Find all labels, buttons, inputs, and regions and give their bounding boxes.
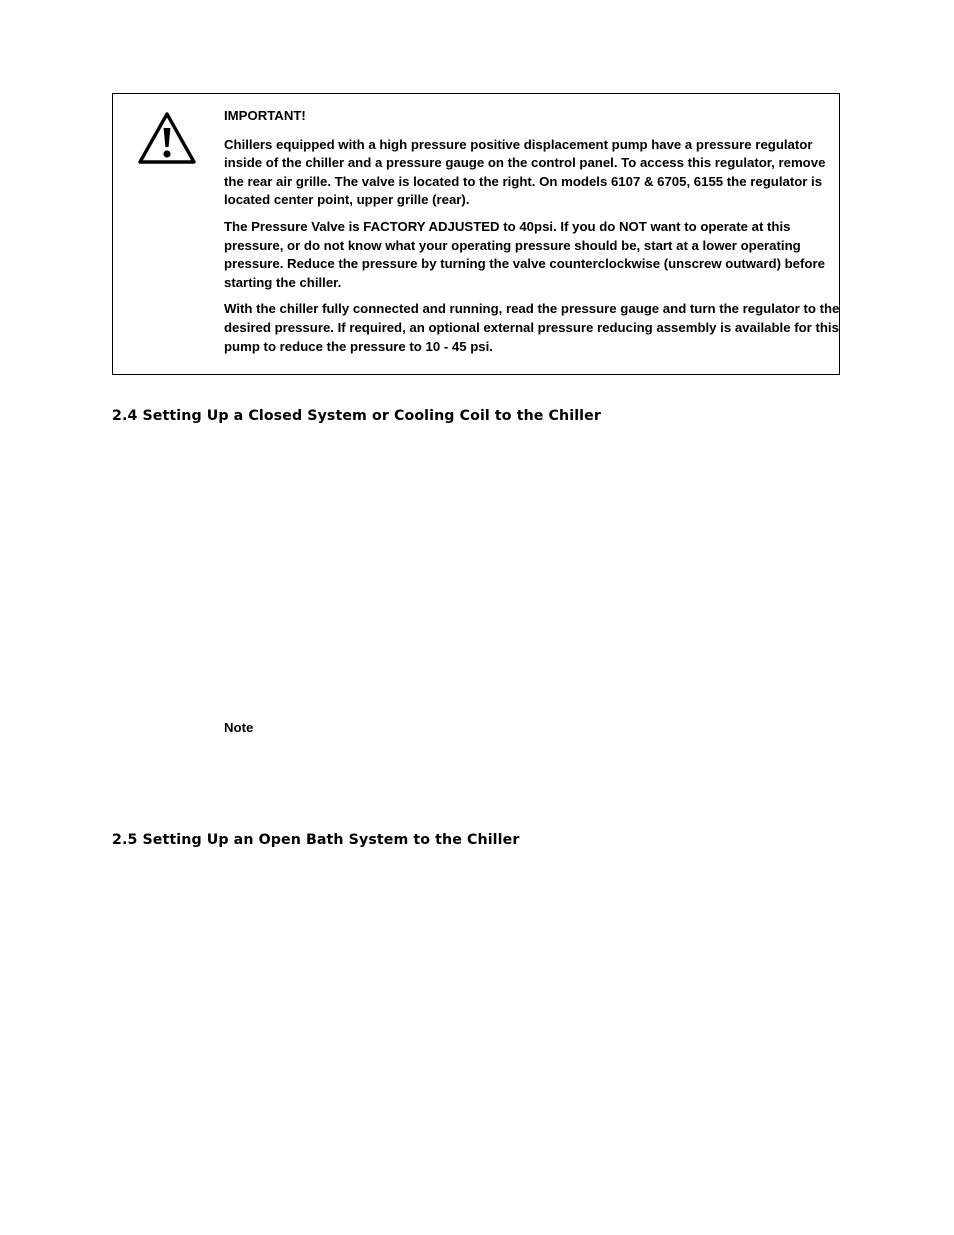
section-heading-closed-system: 2.4 Setting Up a Closed System or Cooling Coil to the Chiller bbox=[112, 408, 601, 424]
warning-title: IMPORTANT! bbox=[224, 108, 306, 123]
warning-text-block bbox=[224, 107, 842, 364]
important-warning-box bbox=[112, 93, 840, 375]
section-heading-open-bath: 2.5 Setting Up an Open Bath System to the Chiller bbox=[112, 832, 520, 848]
warning-triangle-icon bbox=[137, 111, 197, 165]
warning-paragraph-factory-adjusted: The Pressure Valve is FACTORY ADJUSTED to 40psi. If you do NOT want to operate at this pressure, or do not know what your operating pressure should be, start at a lower operating pressure. Reduce the pressure by turning the valve counterclockwise (unscrew outward) before starting the chiller. bbox=[224, 218, 825, 290]
note-label: Note bbox=[224, 720, 254, 735]
warning-paragraph-regulator: Chillers equipped with a high pressure positive displacement pump have a pressure regulator inside of the chiller and a pressure gauge on the control panel. To access this regulator, remove the rear air grille. The valve is located to the right. On models 6107 & 6705, 6155 the regulator is located center point, upper grille (rear). bbox=[224, 136, 826, 208]
warning-paragraph-reading-gauge: With the chiller fully connected and running, read the pressure gauge and turn the regulator to the desired pressure. If required, an optional external pressure reducing assembly is available for this pump to reduce the pressure to 10 - 45 psi. bbox=[224, 301, 840, 354]
